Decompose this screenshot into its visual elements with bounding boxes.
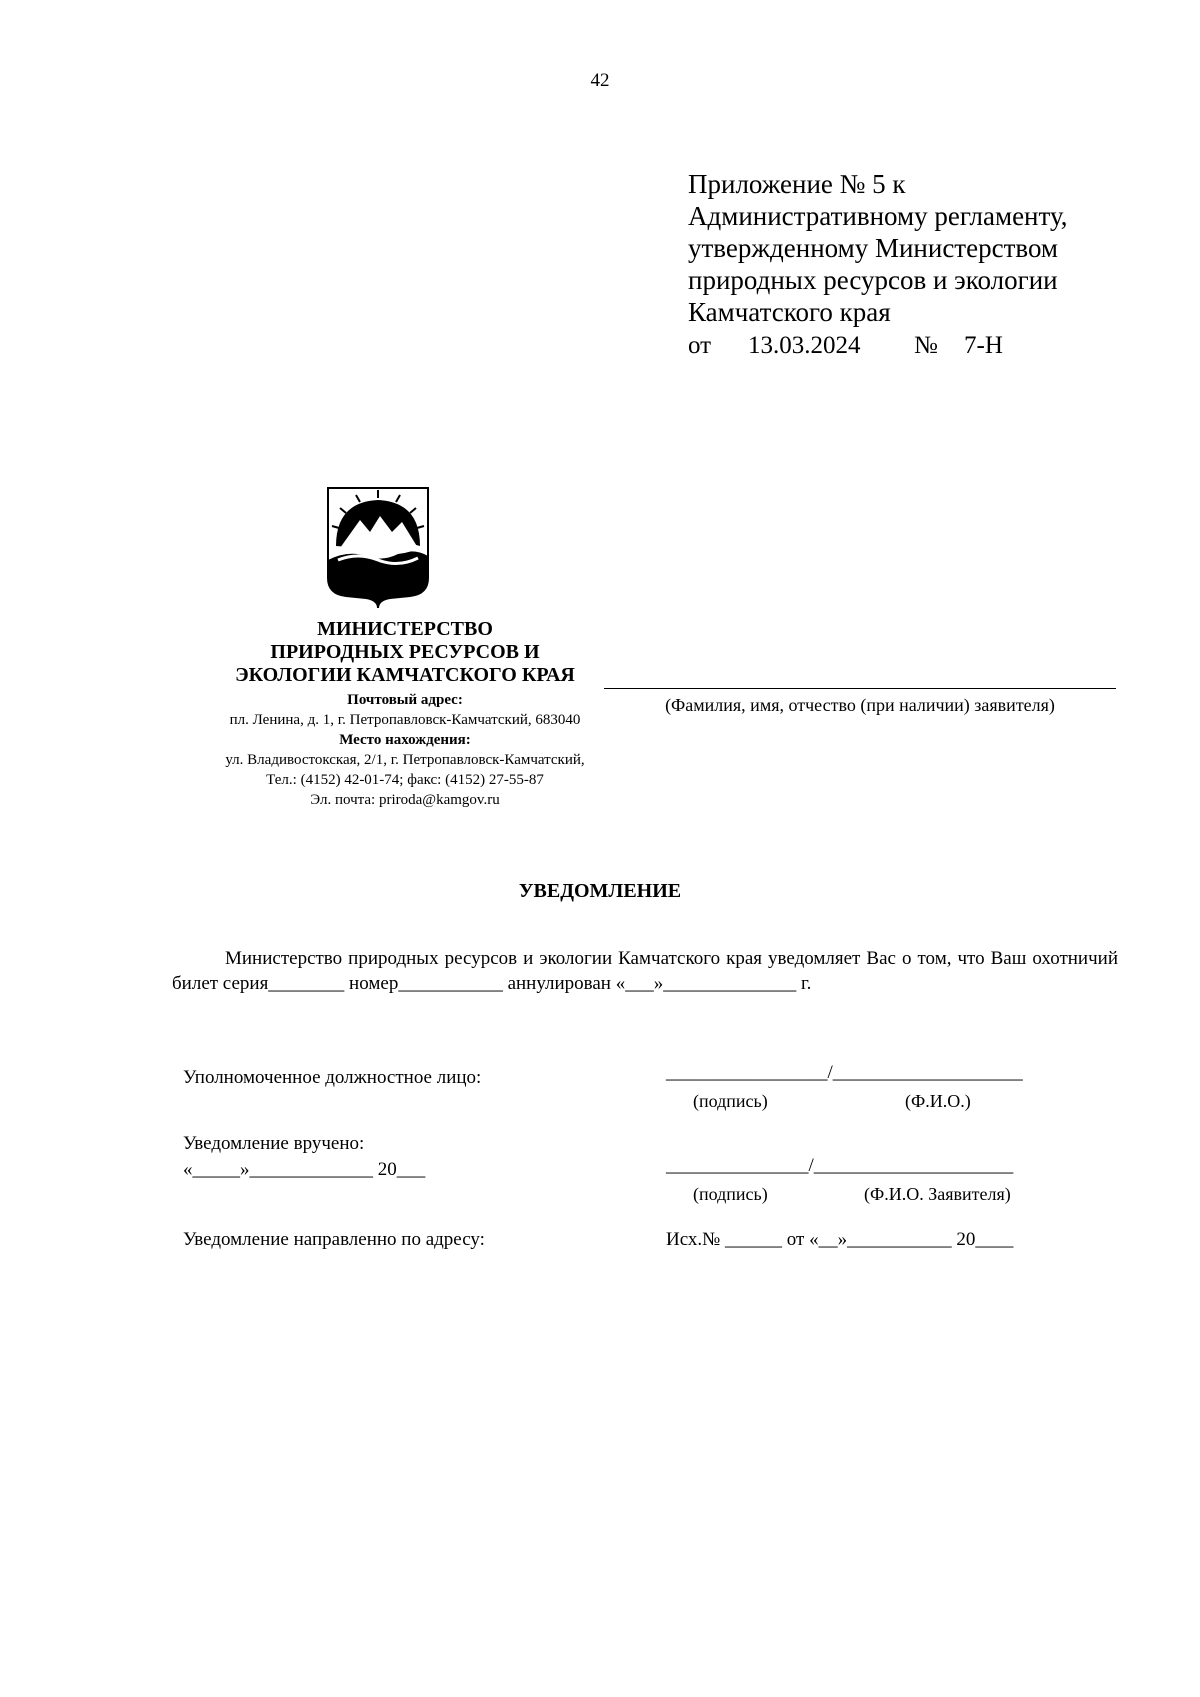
ministry-address-block xyxy=(160,690,650,810)
postal-address-label: Почтовый адрес: xyxy=(347,692,463,708)
ministry-name-line: МИНИСТЕРСТВО xyxy=(317,618,493,640)
outgoing-ref-line: Исх.№ ______ от «__»___________ 20____ xyxy=(666,1229,1014,1250)
applicant-signature-line: _______________/_____________________ xyxy=(666,1155,1014,1176)
sent-label: Уведомление направленно по адресу: xyxy=(183,1229,485,1250)
ref-number-sign: № xyxy=(914,332,938,359)
notice-title: УВЕДОМЛЕНИЕ xyxy=(518,880,682,902)
applicant-sign-caption: (подпись) xyxy=(693,1184,768,1204)
notice-body xyxy=(172,946,1118,996)
appendix-line: природных ресурсов и экологии xyxy=(688,265,1058,295)
appendix-line: Административному регламенту, xyxy=(688,201,1068,231)
delivered-label: Уведомление вручено: xyxy=(183,1133,365,1154)
kamchatka-coat-of-arms-icon xyxy=(326,486,430,610)
ref-number: 7-Н xyxy=(964,332,1003,359)
ministry-name xyxy=(170,618,640,687)
official-sign-caption: (подпись) xyxy=(693,1091,768,1111)
appendix-header xyxy=(688,168,1068,328)
official-fio-caption: (Ф.И.О.) xyxy=(905,1091,971,1111)
official-label: Уполномоченное должностное лицо: xyxy=(183,1067,482,1088)
delivered-date-line: «_____»_____________ 20___ xyxy=(183,1159,426,1180)
phone-fax: Тел.: (4152) 42-01-74; факс: (4152) 27-55-87 xyxy=(266,772,544,788)
ministry-name-line: ЭКОЛОГИИ КАМЧАТСКОГО КРАЯ xyxy=(235,664,575,686)
recipient-caption: (Фамилия, имя, отчество (при наличии) заявителя) xyxy=(665,695,1055,715)
official-signature-line: _________________/____________________ xyxy=(666,1062,1023,1083)
postal-address: пл. Ленина, д. 1, г. Петропавловск-Камчатский, 683040 xyxy=(229,712,581,728)
page-number: 42 xyxy=(590,70,610,91)
location-address: ул. Владивостокская, 2/1, г. Петропавловск-Камчатский, xyxy=(225,752,585,768)
location-label: Место нахождения: xyxy=(339,732,471,748)
recipient-name-line xyxy=(604,688,1116,689)
appendix-line: утвержденному Министерством xyxy=(688,233,1059,263)
appendix-line: Камчатского края xyxy=(688,297,891,327)
appendix-line: Приложение № 5 к xyxy=(688,169,906,199)
ref-from: от xyxy=(688,332,712,359)
email: Эл. почта: priroda@kamgov.ru xyxy=(310,792,500,808)
applicant-fio-caption: (Ф.И.О. Заявителя) xyxy=(864,1184,1011,1204)
ref-date: 13.03.2024 xyxy=(748,332,861,359)
ministry-name-line: ПРИРОДНЫХ РЕСУРСОВ И xyxy=(270,641,540,663)
notice-paragraph: Министерство природных ресурсов и экологии Камчатского края уведомляет Вас о том, что Ваш охотничий билет серия________ номер___________ аннулирован «___»______________ г. xyxy=(172,948,1118,994)
